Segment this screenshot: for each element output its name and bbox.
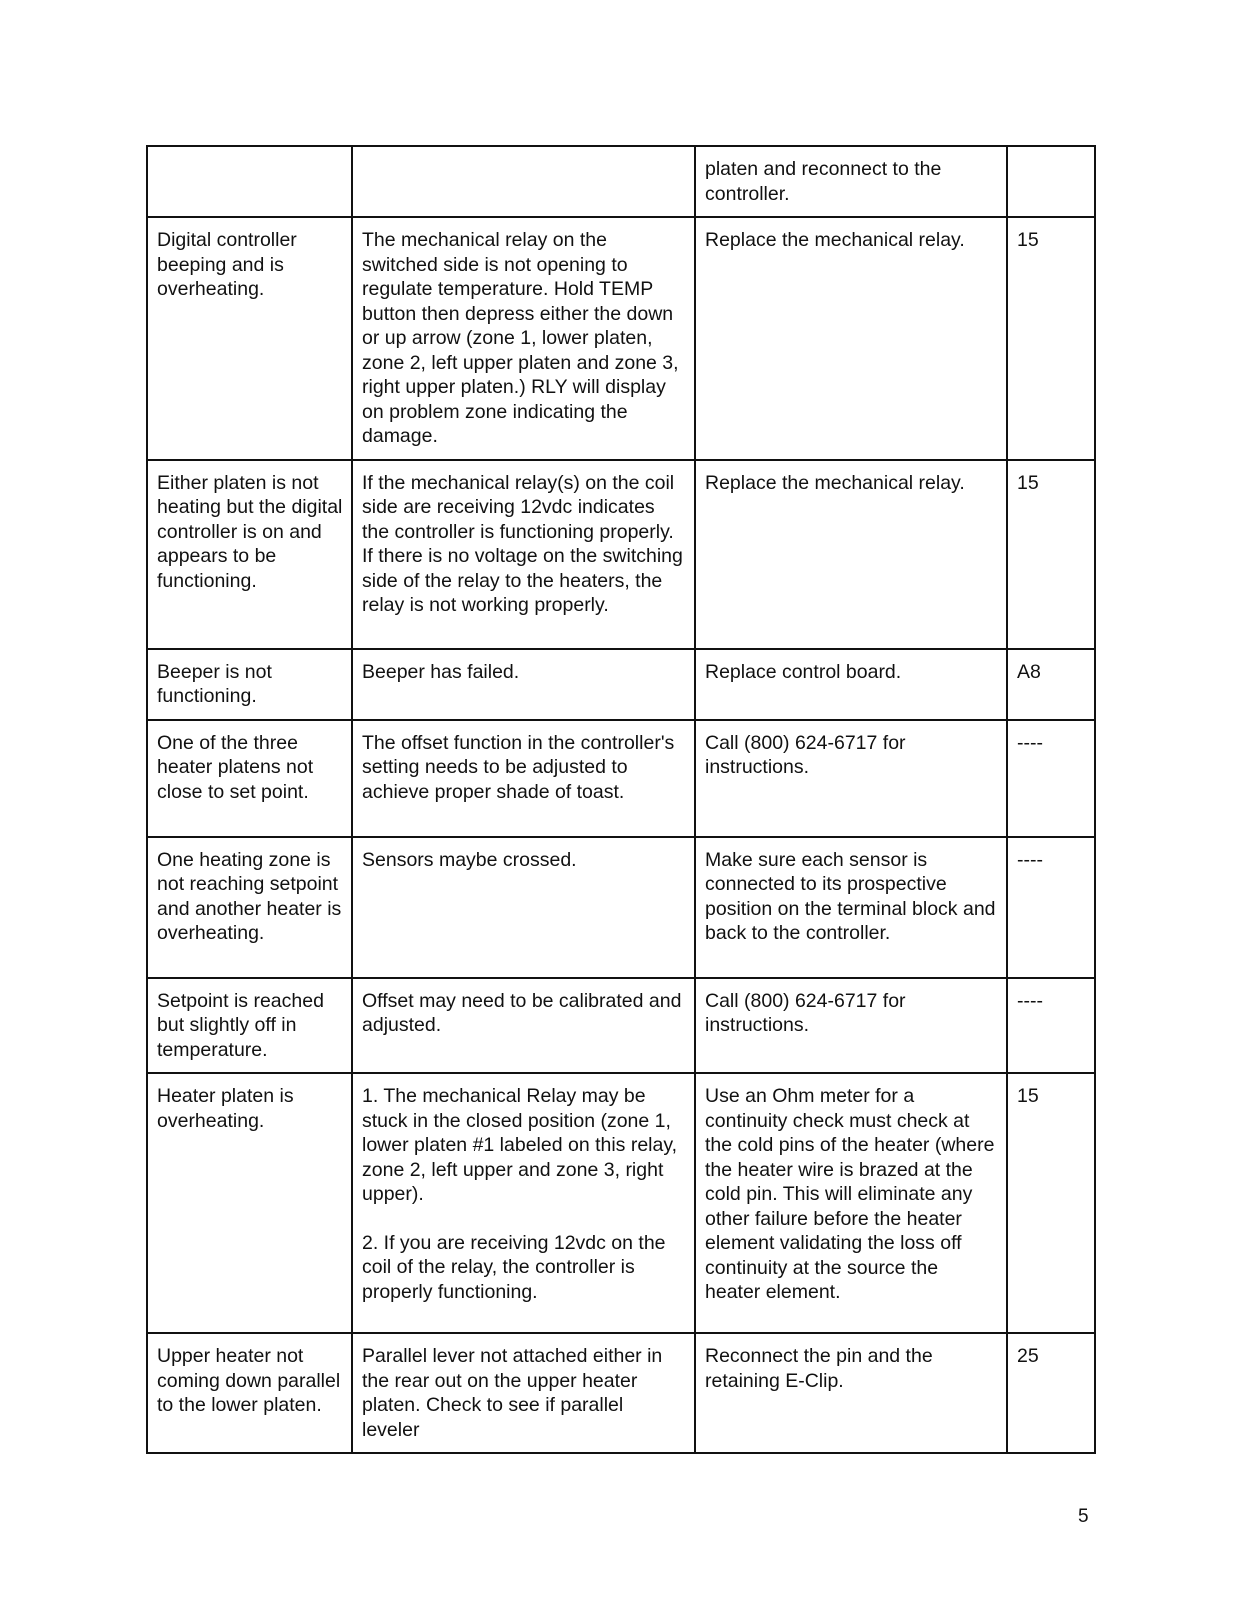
cause-cell: Sensors maybe crossed.: [352, 837, 695, 978]
ref-cell: ----: [1007, 837, 1095, 978]
cause-cell: Parallel lever not attached either in the rear out on the upper heater platen. Check to see if parallel leveler: [352, 1333, 695, 1453]
table-row: [147, 217, 1095, 460]
table-row: [147, 460, 1095, 649]
problem-cell: One heating zone is not reaching setpoint and another heater is overheating.: [147, 837, 352, 978]
cause-paragraph: 1. The mechanical Relay may be stuck in the closed position (zone 1, lower platen #1 labeled on this relay, zone 2, left upper and zone 3, right upper).: [362, 1085, 678, 1205]
problem-cell: Heater platen is overheating.: [147, 1073, 352, 1333]
page-number: 5: [1078, 1506, 1089, 1527]
cause-cell: The offset function in the controller's setting needs to be adjusted to achieve proper shade of toast.: [352, 720, 695, 837]
table-row: [147, 837, 1095, 978]
solution-cell: Replace the mechanical relay.: [695, 217, 1007, 460]
table-row: [147, 1333, 1095, 1453]
ref-cell: 25: [1007, 1333, 1095, 1453]
solution-cell: Reconnect the pin and the retaining E-Clip.: [695, 1333, 1007, 1453]
cause-cell: Beeper has failed.: [352, 649, 695, 720]
ref-cell: ----: [1007, 978, 1095, 1074]
solution-cell: Replace control board.: [695, 649, 1007, 720]
ref-cell: [1007, 146, 1095, 217]
solution-cell: Make sure each sensor is connected to its prospective position on the terminal block and back to the controller.: [695, 837, 1007, 978]
ref-cell: 15: [1007, 460, 1095, 649]
solution-cell: Replace the mechanical relay.: [695, 460, 1007, 649]
cause-cell: Offset may need to be calibrated and adjusted.: [352, 978, 695, 1074]
cause-paragraph: 2. If you are receiving 12vdc on the coil of the relay, the controller is properly functioning.: [362, 1231, 666, 1303]
troubleshooting-table: [146, 145, 1096, 1454]
problem-cell: [147, 146, 352, 217]
cause-cell: If the mechanical relay(s) on the coil side are receiving 12vdc indicates the controller is functioning properly. If there is no voltage on the switching side of the relay to the heaters, the relay is not working properly.: [352, 460, 695, 649]
table-row: [147, 146, 1095, 217]
problem-cell: Upper heater not coming down parallel to the lower platen.: [147, 1333, 352, 1453]
problem-cell: Digital controller beeping and is overheating.: [147, 217, 352, 460]
problem-cell: Either platen is not heating but the digital controller is on and appears to be functioning.: [147, 460, 352, 649]
cause-cell: [352, 1073, 695, 1333]
problem-cell: One of the three heater platens not close to set point.: [147, 720, 352, 837]
ref-cell: A8: [1007, 649, 1095, 720]
problem-cell: Beeper is not functioning.: [147, 649, 352, 720]
solution-cell: platen and reconnect to the controller.: [695, 146, 1007, 217]
solution-cell: Call (800) 624-6717 for instructions.: [695, 720, 1007, 837]
solution-cell: Use an Ohm meter for a continuity check must check at the cold pins of the heater (where the heater wire is brazed at the cold pin. This will eliminate any other failure before the heater element validating the loss off continuity at the source the heater element.: [695, 1073, 1007, 1333]
table-row: [147, 1073, 1095, 1333]
solution-cell: Call (800) 624-6717 for instructions.: [695, 978, 1007, 1074]
ref-cell: 15: [1007, 1073, 1095, 1333]
table-row: [147, 978, 1095, 1074]
ref-cell: 15: [1007, 217, 1095, 460]
problem-cell: Setpoint is reached but slightly off in temperature.: [147, 978, 352, 1074]
cause-cell: The mechanical relay on the switched side is not opening to regulate temperature. Hold TEMP button then depress either the down or up arrow (zone 1, lower platen, zone 2, left upper platen and zone 3, right upper platen.) RLY will display on problem zone indicating the damage.: [352, 217, 695, 460]
table-row: [147, 649, 1095, 720]
ref-cell: ----: [1007, 720, 1095, 837]
table-row: [147, 720, 1095, 837]
cause-cell: [352, 146, 695, 217]
